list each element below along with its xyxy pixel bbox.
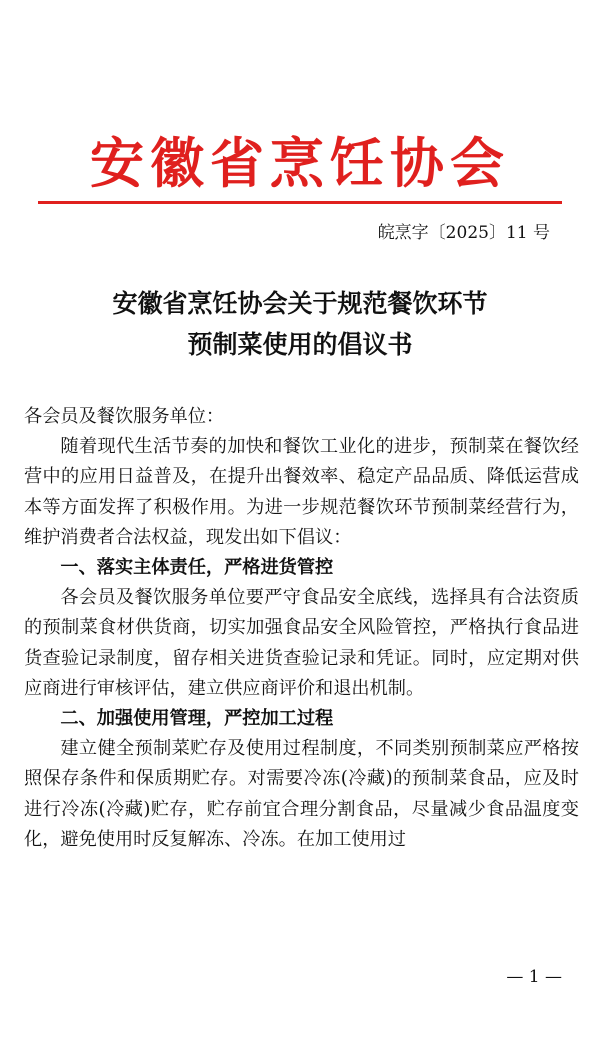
document-number: 皖烹字〔2025〕11 号 xyxy=(377,223,550,243)
document-body xyxy=(24,402,579,855)
document-title-line-2: 预制菜使用的倡议书 xyxy=(187,330,413,359)
page-number: — 1 — xyxy=(506,967,562,987)
salutation: 各会员及餐饮服务单位： xyxy=(24,406,225,427)
document-title-line-1: 安徽省烹饪协会关于规范餐饮环节 xyxy=(112,289,488,318)
org-letterhead-title: 安徽省烹饪协会 xyxy=(90,131,510,195)
letterhead-red-rule xyxy=(38,201,562,204)
document-title xyxy=(0,283,600,365)
section-heading-1: 一、落实主体责任，严格进货管控 xyxy=(60,557,334,579)
section-paragraph-2: 建立健全预制菜贮存及使用过程制度，不同类别预制菜应严格按照保存条件和保质期贮存。对需要冷冻(冷藏)的预制菜食品，应及时进行冷冻(冷藏)贮存，贮存前宜合理分割食品，尽量减少食品温度变化，避免使用时反复解冻、冷冻。在加工使用过 xyxy=(24,738,579,850)
section-heading-2: 二、加强使用管理，严控加工过程 xyxy=(60,708,334,730)
section-paragraph-1: 各会员及餐饮服务单位要严守食品安全底线，选择具有合法资质的预制菜食材供货商，切实加强食品安全风险管控，严格执行食品进货查验记录制度，留存相关进货查验记录和凭证。同时，应定期对供应商进行审核评估，建立供应商评价和退出机制。 xyxy=(24,587,579,699)
intro-paragraph: 随着现代生活节奏的加快和餐饮工业化的进步，预制菜在餐饮经营中的应用日益普及，在提升出餐效率、稳定产品品质、降低运营成本等方面发挥了积极作用。为进一步规范餐饮环节预制菜经营行为，维护消费者合法权益，现发出如下倡议： xyxy=(24,436,579,548)
